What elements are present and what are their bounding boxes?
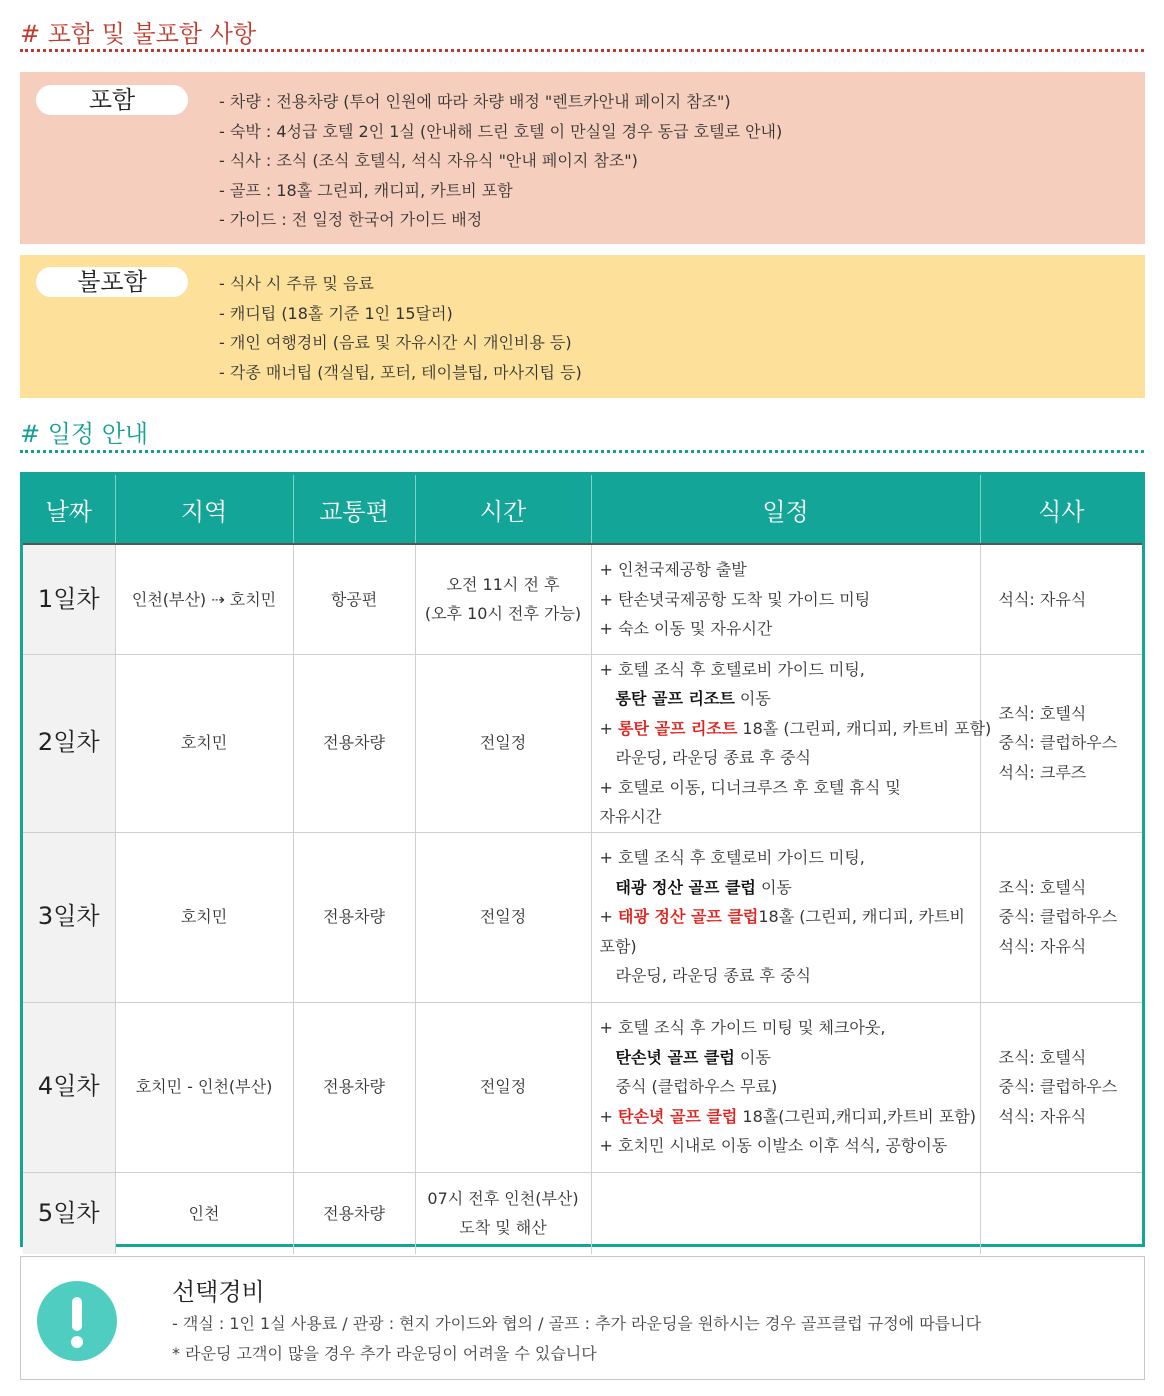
- plan-line: [600, 873, 976, 903]
- day-cell: 4일차: [23, 1002, 115, 1172]
- note-title: 선택경비: [172, 1278, 265, 1306]
- golf-course-highlight: 롱탄 골프 리조트: [618, 718, 738, 738]
- header-region: 지역: [115, 475, 293, 544]
- excluded-list: [219, 269, 582, 387]
- region-cell: 인천: [115, 1172, 293, 1254]
- golf-course-name: 롱탄 골프 리조트: [615, 689, 735, 708]
- meal-line: 석식: 자유식: [998, 1106, 1087, 1126]
- list-item: - 캐디팁 (18홀 기준 1인 15달러): [219, 303, 453, 323]
- region-cell: 인천(부산) ⇢ 호치민: [115, 544, 293, 654]
- meal-line: 석식: 자유식: [998, 589, 1087, 609]
- region-cell: 호치민: [115, 832, 293, 1002]
- time-line: 오전 11시 전 후: [446, 574, 560, 594]
- schedule-table: [20, 472, 1145, 1247]
- golf-course-name: 탄손녓 골프 클럽: [615, 1047, 735, 1067]
- time-cell: 전일정: [415, 832, 591, 1002]
- plan-line: 중식 (클럽하우스 무료): [615, 1077, 778, 1097]
- excluded-box: [20, 255, 1145, 398]
- list-item: - 식사 시 주류 및 음료: [219, 274, 374, 293]
- transport-cell: 전용차량: [293, 1002, 415, 1172]
- meal-cell: [980, 544, 1142, 654]
- time-line: (오후 10시 전후 가능): [424, 604, 582, 624]
- plan-cell: [591, 544, 980, 654]
- header-date: 날짜: [23, 475, 115, 544]
- list-item: - 각종 매너팁 (객실팁, 포터, 테이블팁, 마사지팁 등): [219, 362, 582, 382]
- plan-line: + 호텔 조식 후 호텔로비 가이드 미팅,: [599, 848, 865, 868]
- transport-cell: 전용차량: [293, 1172, 415, 1254]
- plan-line: + 탄손녓국제공항 도착 및 가이드 미팅: [599, 589, 871, 609]
- golf-course-highlight: 태광 정산 골프 클럽: [618, 907, 759, 927]
- included-label: 포함: [36, 85, 188, 115]
- table-header-row: [23, 475, 1142, 544]
- plan-text: 18홀 (그린피, 캐디피, 카트비 포함): [737, 718, 992, 738]
- section-title-schedule: # 일정 안내: [20, 420, 149, 448]
- section-title-inclusions: # 포함 및 불포함 사항: [20, 20, 257, 48]
- plan-cell: [591, 1172, 980, 1254]
- transport-cell: 전용차량: [293, 654, 415, 832]
- plan-line: + 호치민 시내로 이동 이발소 이후 석식, 공항이동: [599, 1136, 948, 1156]
- plan-line: [599, 714, 992, 744]
- list-item: - 골프 : 18홀 그린피, 캐디피, 카트비 포함: [219, 180, 513, 200]
- meal-line: 중식: 클럽하우스: [998, 907, 1118, 927]
- table-row: [23, 1172, 1142, 1254]
- table-row: [23, 832, 1142, 1002]
- included-box: [20, 72, 1145, 244]
- plan-line: 라운딩, 라운딩 종료 후 중식: [615, 748, 811, 767]
- plan-text: +: [599, 907, 618, 927]
- meal-line: 조식: 호텔식: [998, 1047, 1087, 1067]
- list-item: - 식사 : 조식 (조식 호텔식, 석식 자유식 "안내 페이지 참조"): [219, 151, 638, 170]
- header-transport: 교통편: [293, 475, 415, 544]
- day-cell: 1일차: [23, 544, 115, 654]
- meal-cell: [980, 832, 1142, 1002]
- time-cell: [415, 544, 591, 654]
- meal-line: 중식: 클럽하우스: [998, 733, 1118, 753]
- optional-expenses-note: [20, 1256, 1145, 1380]
- meal-line: 중식: 클럽하우스: [998, 1077, 1118, 1097]
- time-cell: 전일정: [415, 1002, 591, 1172]
- meal-line: 석식: 크루즈: [998, 762, 1087, 782]
- plan-text: 18홀 (그린피, 캐디피, 카트비: [758, 907, 965, 927]
- table-row: [23, 654, 1142, 832]
- time-line: 07시 전후 인천(부산): [427, 1188, 579, 1208]
- list-item: - 차량 : 전용차량 (투어 인원에 따라 차량 배정 "렌트카안내 페이지 참조"): [219, 92, 731, 111]
- plan-text: 이동: [734, 1047, 771, 1067]
- plan-text: 이동: [755, 877, 792, 897]
- plan-text: 이동: [734, 689, 771, 708]
- plan-line: + 숙소 이동 및 자유시간: [599, 619, 773, 638]
- meal-cell: [980, 1002, 1142, 1172]
- plan-line: 자유시간: [599, 807, 662, 826]
- golf-course-name: 태광 정산 골프 클럽: [615, 877, 756, 897]
- time-cell: [415, 1172, 591, 1254]
- plan-line: [600, 1043, 976, 1073]
- meal-cell: [980, 654, 1142, 832]
- note-text: - 객실 : 1인 1실 사용료 / 관광 : 현지 가이드와 협의 / 골프 : 추가 라운딩을 원하시는 경우 골프클럽 규정에 따릅니다: [172, 1314, 982, 1333]
- day-cell: 3일차: [23, 832, 115, 1002]
- region-cell: 호치민: [115, 654, 293, 832]
- list-item: - 개인 여행경비 (음료 및 자유시간 시 개인비용 등): [219, 333, 572, 352]
- note-text: * 라운딩 고객이 많을 경우 추가 라운딩이 어려울 수 있습니다: [172, 1344, 597, 1363]
- list-item: - 숙박 : 4성급 호텔 2인 1실 (안내해 드린 호텔 이 만실일 경우 동급 호텔로 안내): [219, 121, 783, 141]
- transport-cell: 항공편: [293, 544, 415, 654]
- plan-line: + 호텔 조식 후 가이드 미팅 및 체크아웃,: [599, 1018, 886, 1038]
- time-line: 도착 및 해산: [459, 1218, 547, 1238]
- day-cell: 2일차: [23, 654, 115, 832]
- plan-line: + 호텔로 이동, 디너크루즈 후 호텔 휴식 및: [599, 777, 901, 797]
- meal-line: 조식: 호텔식: [998, 703, 1087, 723]
- meal-line: 조식: 호텔식: [998, 877, 1087, 897]
- list-item: - 가이드 : 전 일정 한국어 가이드 배정: [219, 210, 483, 229]
- plan-line: 포함): [599, 936, 637, 956]
- plan-text: 18홀(그린피,캐디피,카트비 포함): [737, 1106, 977, 1126]
- plan-line: + 호텔 조식 후 호텔로비 가이드 미팅,: [599, 659, 865, 679]
- plan-line: + 인천국제공항 출발: [599, 560, 747, 579]
- region-cell: 호치민 - 인천(부산): [115, 1002, 293, 1172]
- time-cell: 전일정: [415, 654, 591, 832]
- golf-course-highlight: 탄손녓 골프 클럽: [618, 1106, 738, 1126]
- plan-cell: [591, 832, 980, 1002]
- included-list: [219, 87, 782, 235]
- meal-cell: [980, 1172, 1142, 1254]
- table-row: [23, 544, 1142, 654]
- plan-line: 라운딩, 라운딩 종료 후 중식: [615, 966, 811, 986]
- dotted-divider: [20, 450, 1144, 453]
- plan-line: [600, 1102, 976, 1132]
- exclamation-icon: [37, 1281, 117, 1361]
- day-cell: 5일차: [23, 1172, 115, 1254]
- plan-cell: [591, 1002, 980, 1172]
- excluded-label: 불포함: [36, 267, 188, 297]
- header-time: 시간: [415, 475, 591, 544]
- plan-text: +: [599, 1106, 618, 1126]
- dotted-divider: [20, 49, 1144, 52]
- plan-cell: [591, 654, 992, 832]
- meal-line: 석식: 자유식: [998, 936, 1087, 956]
- header-plan: 일정: [591, 475, 980, 544]
- plan-text: +: [599, 718, 618, 738]
- plan-line: [600, 684, 976, 714]
- table-row: [23, 1002, 1142, 1172]
- transport-cell: 전용차량: [293, 832, 415, 1002]
- header-meals: 식사: [980, 475, 1142, 544]
- plan-line: [600, 902, 976, 932]
